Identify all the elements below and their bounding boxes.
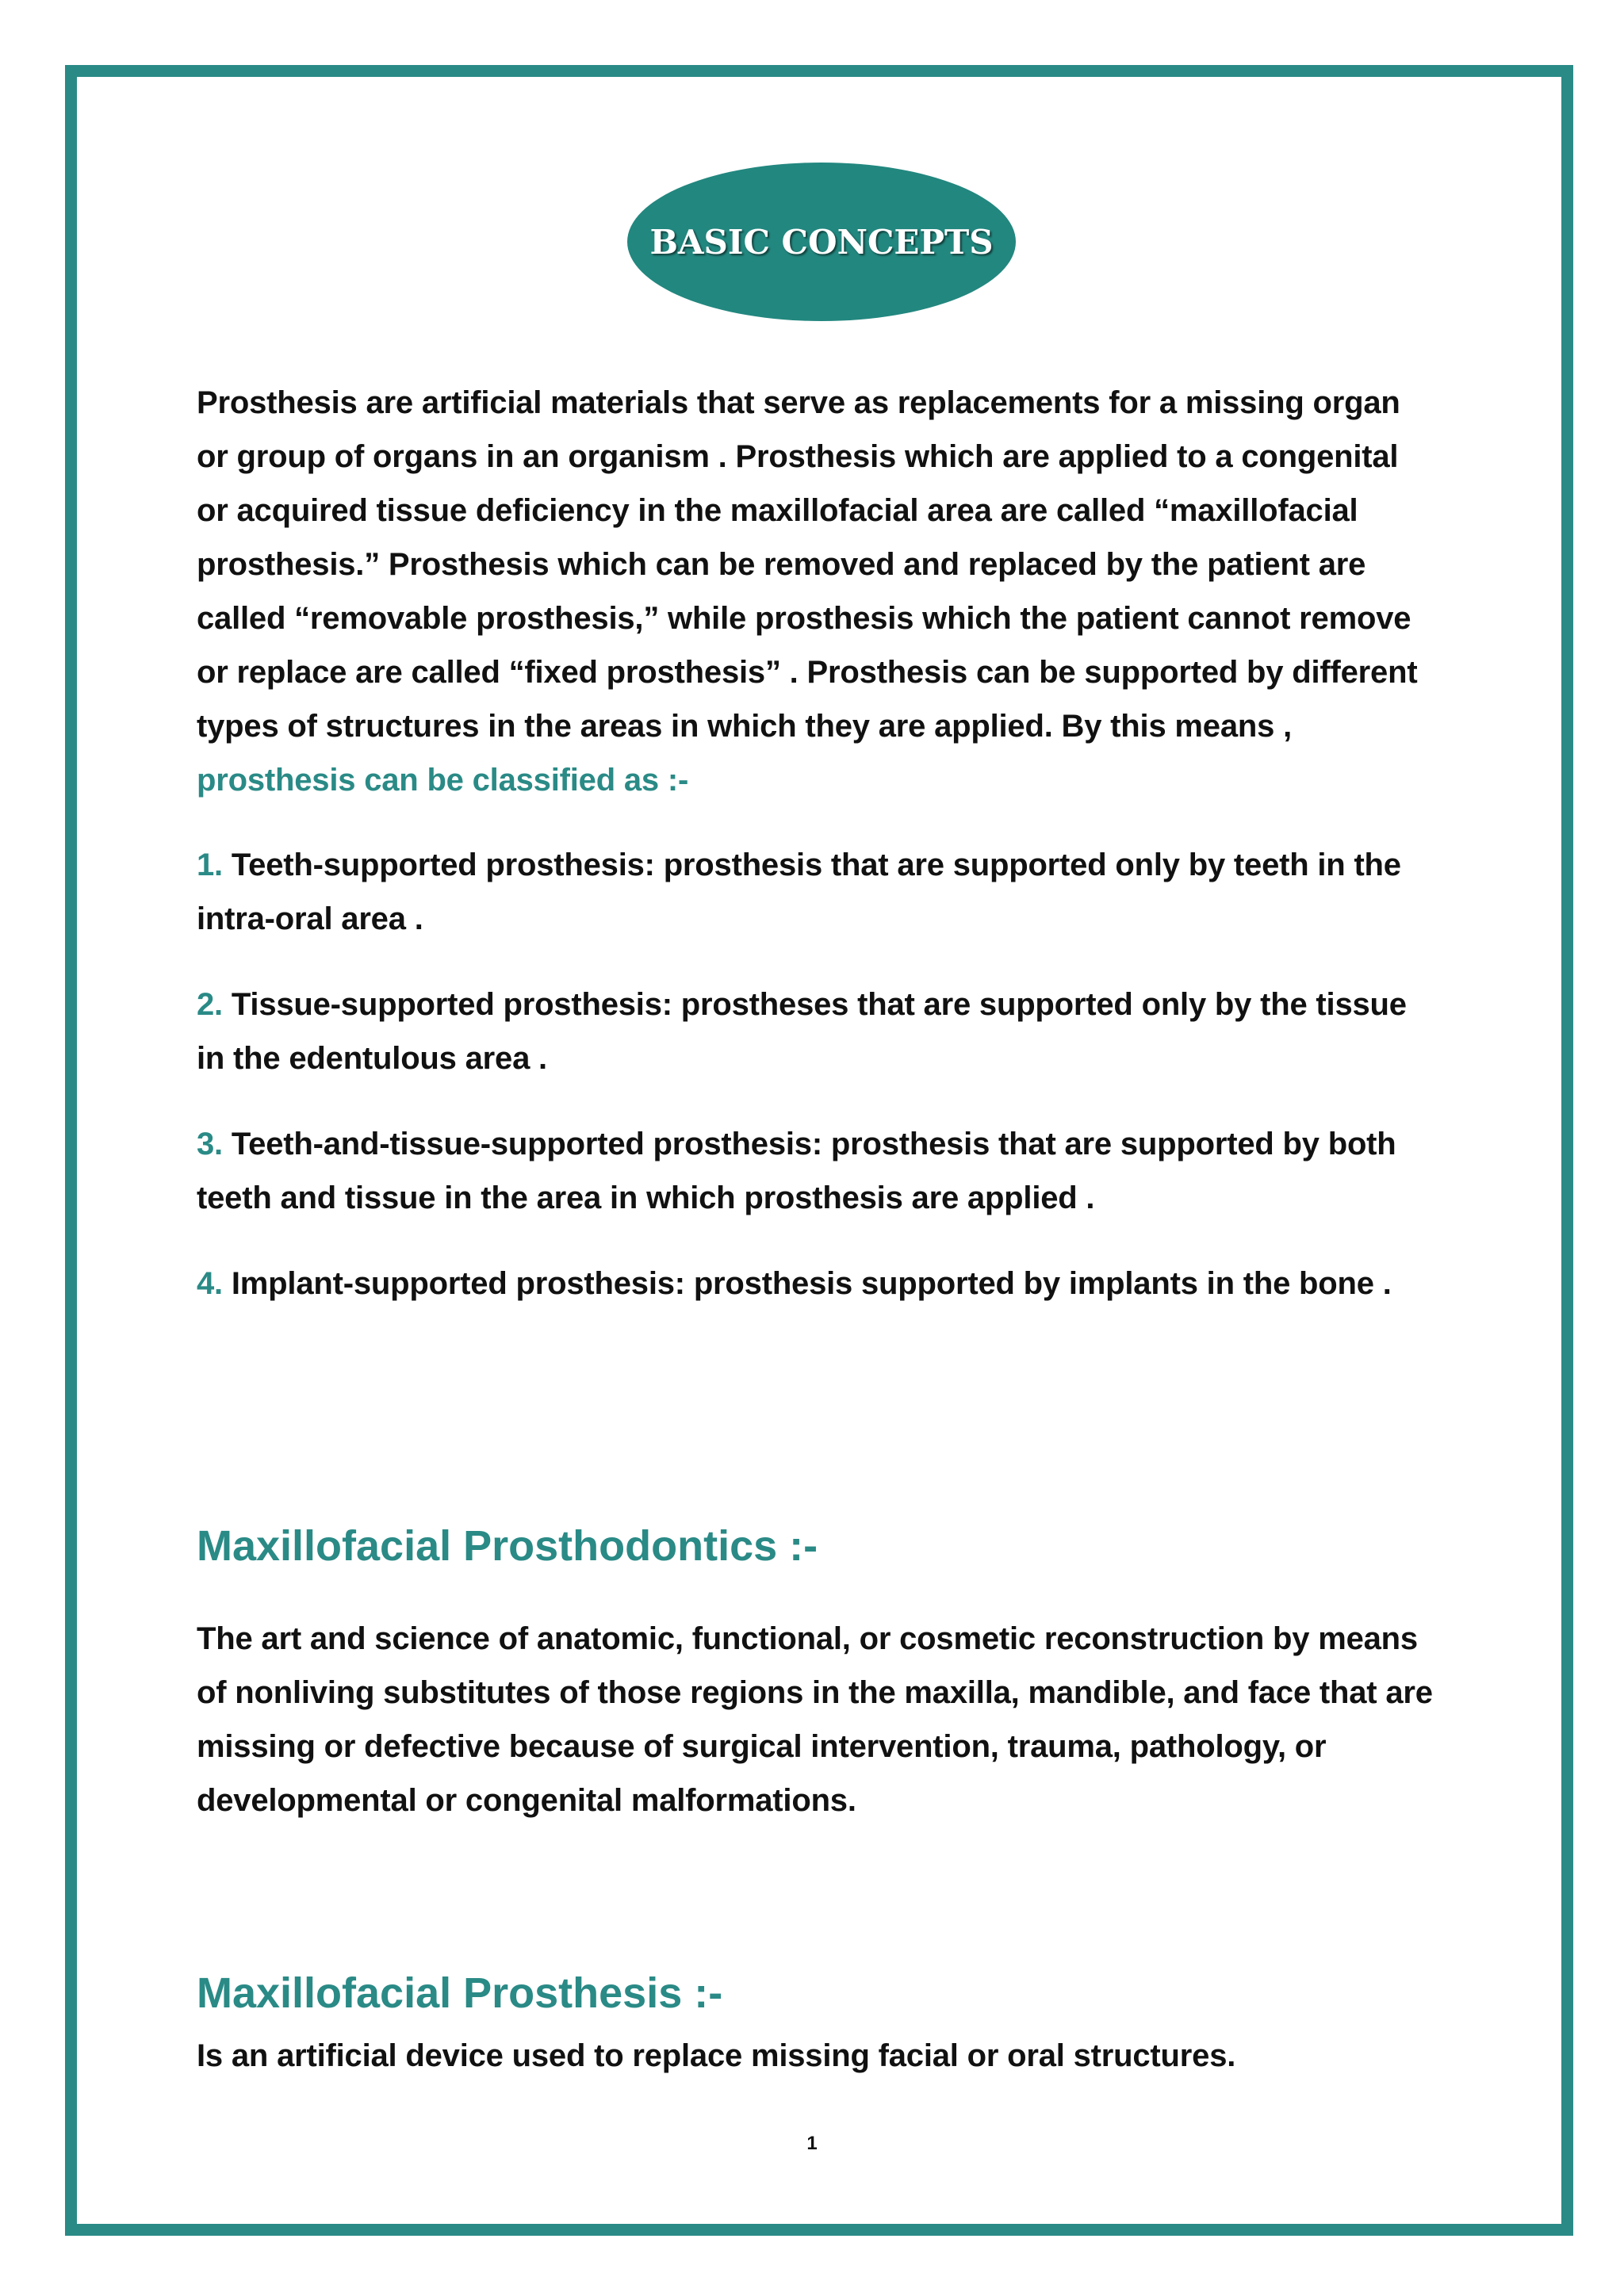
classification-item-1 (197, 838, 1434, 946)
title-badge (627, 163, 1016, 321)
intro-text: Prosthesis are artificial materials that serve as replacements for a missing organ or group of organs in an organism . Prosthesis which are applied to a congenital or acquired tissue deficiency in the maxillofacial area are called “maxillofacial prosthesis.” Prosthesis which can be removed and replaced by the patient are called “removable prosthesis,” while prosthesis which the patient cannot remove or replace are called “fixed prosthesis” . Prosthesis can be supported by different types of structures in the areas in which they are applied. By this means , (197, 385, 1418, 744)
list-item-text: Teeth-and-tissue-supported prosthesis: prosthesis that are supported by both teeth and tissue in the area in which prosthesis are applied . (197, 1127, 1396, 1215)
list-item-text: Teeth-supported prosthesis: prosthesis that are supported only by teeth in the intra-oral area . (197, 848, 1401, 936)
section-heading: Maxillofacial Prosthesis :- (197, 1969, 723, 2017)
page-title: BASIC CONCEPTS (649, 222, 994, 262)
classification-item-4 (197, 1257, 1434, 1311)
section-prosthesis-body (197, 2029, 1434, 2083)
section-paragraph: The art and science of anatomic, functional, or cosmetic reconstruction by means of nonliving substitutes of those regions in the maxilla, mandible, and face that are missing or defective because of surgical intervention, trauma, pathology, or developmental or congenital malformations. (197, 1621, 1433, 1818)
section-prosthodontics (197, 1519, 1434, 1573)
classification-item-2 (197, 978, 1434, 1085)
list-number: 1. (197, 848, 223, 882)
intro-paragraph (197, 376, 1434, 807)
intro-highlight: prosthesis can be classified as :- (197, 763, 689, 798)
list-number: 4. (197, 1266, 223, 1301)
section-prosthesis (197, 1966, 1434, 2020)
section-prosthodontics-body (197, 1612, 1434, 1827)
list-item-text: Tissue-supported prosthesis: prostheses that are supported only by the tissue in the edentulous area . (197, 987, 1407, 1076)
intro-paragraph-block (197, 376, 1434, 807)
section-paragraph: Is an artificial device used to replace missing facial or oral structures. (197, 2038, 1236, 2073)
classification-item-3 (197, 1117, 1434, 1225)
page-number: 1 (806, 2133, 818, 2154)
list-item-text: Implant-supported prosthesis: prosthesis supported by implants in the bone . (231, 1266, 1392, 1301)
list-number: 3. (197, 1127, 223, 1161)
list-number: 2. (197, 987, 223, 1022)
section-heading: Maxillofacial Prosthodontics :- (197, 1522, 818, 1570)
